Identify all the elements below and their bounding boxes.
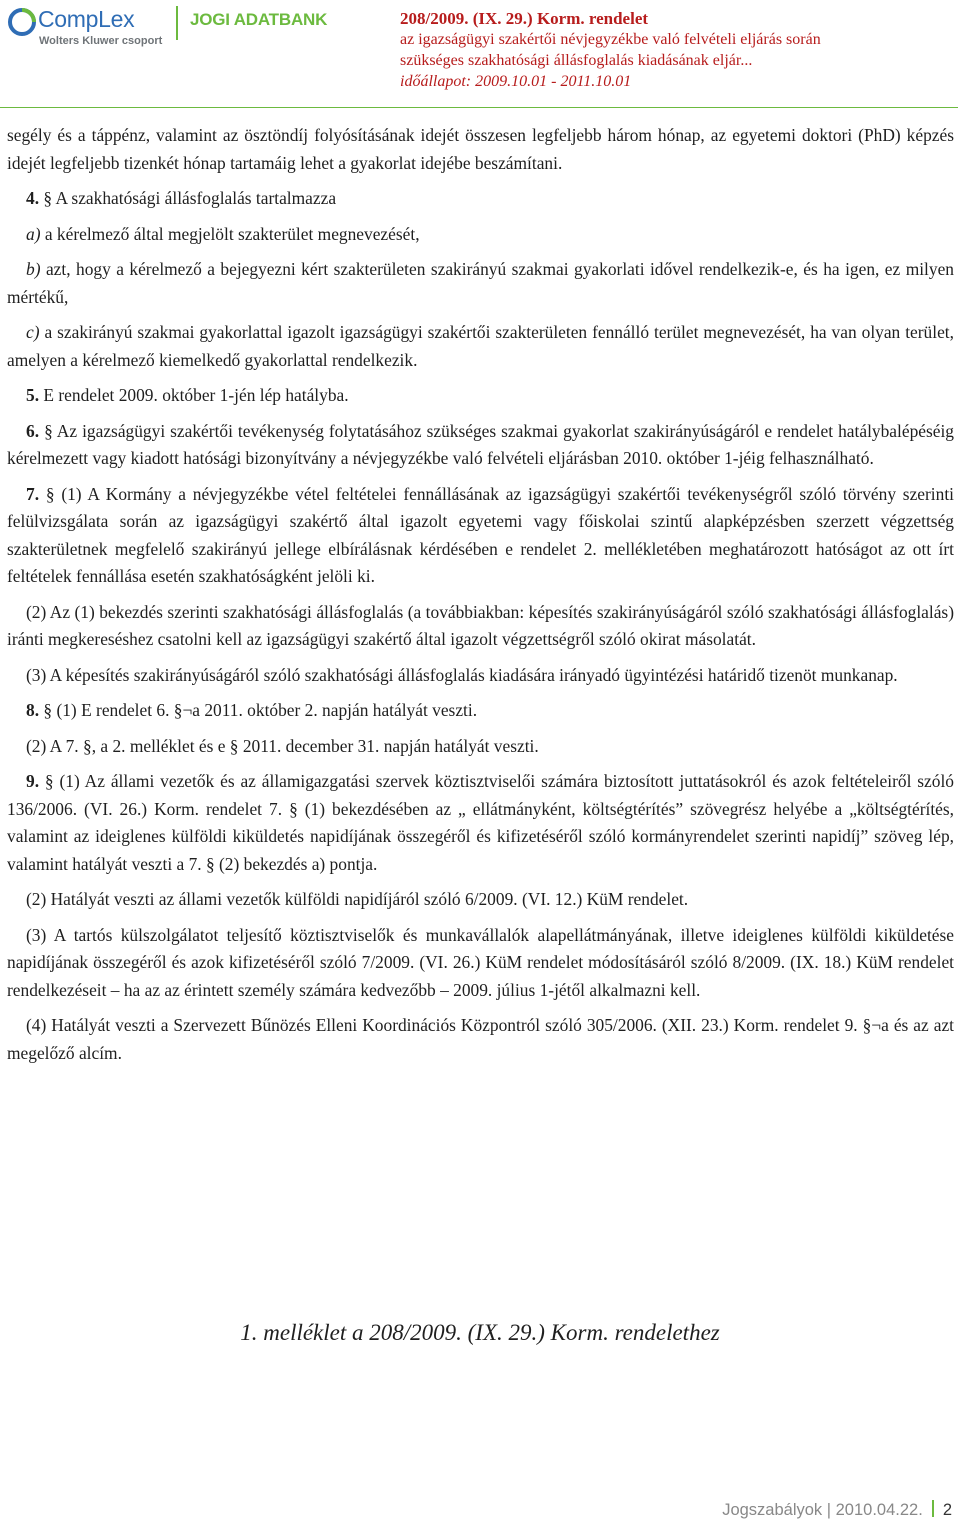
paragraph: (2) Az (1) bekezdés szerinti szakhatósági állásfoglalás (a továbbiakban: képesítés szakirányúságáról szóló szakhatósági állásfoglalás) iránti megkereséshez csatolni kell az igazságügyi szakértő által igazolt végzettségről szóló okirat másolatát. [7, 601, 954, 649]
paragraph: (2) Hatályát veszti az állami vezetők külföldi napidíjáról szóló 6/2009. (VI. 12.) KüM rendelet. [26, 889, 689, 909]
header-divider [176, 6, 178, 40]
paragraph: (2) A 7. §, a 2. melléklet és e § 2011. december 31. napján hatályát veszti. [26, 735, 539, 756]
footer-label: Jogszabályok | 2010.04.22. [722, 1501, 923, 1519]
section-5: 5. E rendelet 2009. október 1-jén lép hatályba. [26, 385, 349, 405]
section-9: 9. § (1) Az állami vezetők és az államigazgatási szervek köztisztviselői számára biztosított juttatásokról és azok feltételeiről szóló 136/2006. (VI. 26.) Korm. rendelet 7. § (1) bekezdésében az „ ellátmányként, költségtérítés” szövegrész helyébe a „költségtérítés, valamint az ideiglenes külföldi kiküldetés napidíjának összegéről és kifizetéséről szóló kormányrendelet szerinti napidíj” szöveg lép, valamint hatályát veszti a 7. § (2) bekezdés a) pontja. [7, 771, 954, 874]
paragraph: (3) A képesítés szakirányúságáról szóló szakhatósági állásfoglalás kiadására irányadó ügyintézési határidő tizenöt munkanap. [26, 664, 898, 685]
section-4: 4. § A szakhatósági állásfoglalás tartalmazza [26, 188, 337, 208]
document-header [400, 8, 956, 92]
footer-separator [932, 1500, 934, 1517]
complex-name: CompLex [38, 6, 135, 32]
paragraph: (3) A tartós külszolgálatot teljesítő köztisztviselők és munkavállalók alapellátmányának, illetve ideiglenes külföldi kiküldetése napidíjának összegéről és azok kifizetéséről szóló 7/2009. (VI. 26.) KüM rendelet módosításáról szóló 8/2009. (IX. 18.) KüM rendelet rendelkezéseit – ha az az érintett személy számára kedvezőbb – 2009. július 1-jétől alkalmazni kell. [7, 924, 954, 1000]
document-subtitle-line-1: az igazságügyi szakértői névjegyzékbe való felvételi eljárás során [400, 31, 821, 48]
header-rule [0, 107, 958, 108]
section-8: 8. § (1) E rendelet 6. §¬a 2011. október 2. napján hatályát veszti. [26, 700, 478, 720]
page-number: 2 [942, 1501, 952, 1519]
document-time-state: időállapot: 2009.10.01 - 2011.10.01 [400, 73, 632, 90]
paragraph: segély és a táppénz, valamint az ösztöndíj folyósításának idejét összesen legfeljebb három hónap, az egyetemi doktori (PhD) képzés idejét legfeljebb tizenkét hónap tartamáig lehet a gyakorlat idejébe beszámítani. [7, 125, 954, 173]
section-6: 6. § Az igazságügyi szakértői tevékenység folytatásához szükséges szakmai gyakorlat szakirányúságáról e rendelet hatálybalépéséig kérelmezett vagy kiadott hatósági bizonyítvány a névjegyzékbe való felvételi eljárásban 2010. október 1-jéig felhasználható. [7, 420, 954, 468]
document-title: 208/2009. (IX. 29.) Korm. rendelet [400, 9, 649, 28]
document-subtitle-line-2: szükséges szakhatósági állásfoglalás kiadásának eljár... [400, 52, 753, 69]
section-7: 7. § (1) A Kormány a névjegyzékbe vétel feltételei fennállásának az igazságügyi szakértői tevékenységről szóló törvény szerinti felülvizsgálata során az igazságügyi szakértő által igazolt egyetemi vagy főiskolai szintű alapképzésben szerzett végzettség szakterületnek megfelelő szakirányú jellege elbírálásnak kérdésében e rendelet 2. mellékletében meghatározott hatóságot az ott írt feltételek fennállása esetén szakhatóságként jelöli ki. [7, 483, 954, 586]
annex-title: 1. melléklet a 208/2009. (IX. 29.) Korm. rendelethez [240, 1320, 720, 1345]
complex-subtitle: Wolters Kluwer csoport [39, 35, 163, 47]
jogi-adatbank-logo: JOGI ADATBANK [190, 10, 328, 29]
page-footer [722, 1500, 952, 1520]
complex-logo [8, 6, 168, 52]
point-b: b) azt, hogy a kérelmező a bejegyezni kért szakterületen szakirányú szakmai gyakorlati idővel rendelkezik-e, és ha igen, ez milyen mértékű, [7, 259, 954, 307]
document-body [7, 122, 954, 1075]
page-header [0, 0, 960, 108]
point-c: c) a szakirányú szakmai gyakorlattal igazolt igazságügyi szakértői szakterületen fennálló terület megnevezését, ha van olyan terület, amelyen a kérelmező kiemelkedő gyakorlattal rendelkezik. [7, 322, 954, 370]
complex-logo-icon [8, 8, 36, 36]
point-a: a) a kérelmező által megjelölt szakterület megnevezését, [26, 223, 420, 244]
paragraph: (4) Hatályát veszti a Szervezett Bűnözés Elleni Koordinációs Központról szóló 305/2006. (XII. 23.) Korm. rendelet 9. §¬a és az azt megelőző alcím. [7, 1015, 954, 1063]
